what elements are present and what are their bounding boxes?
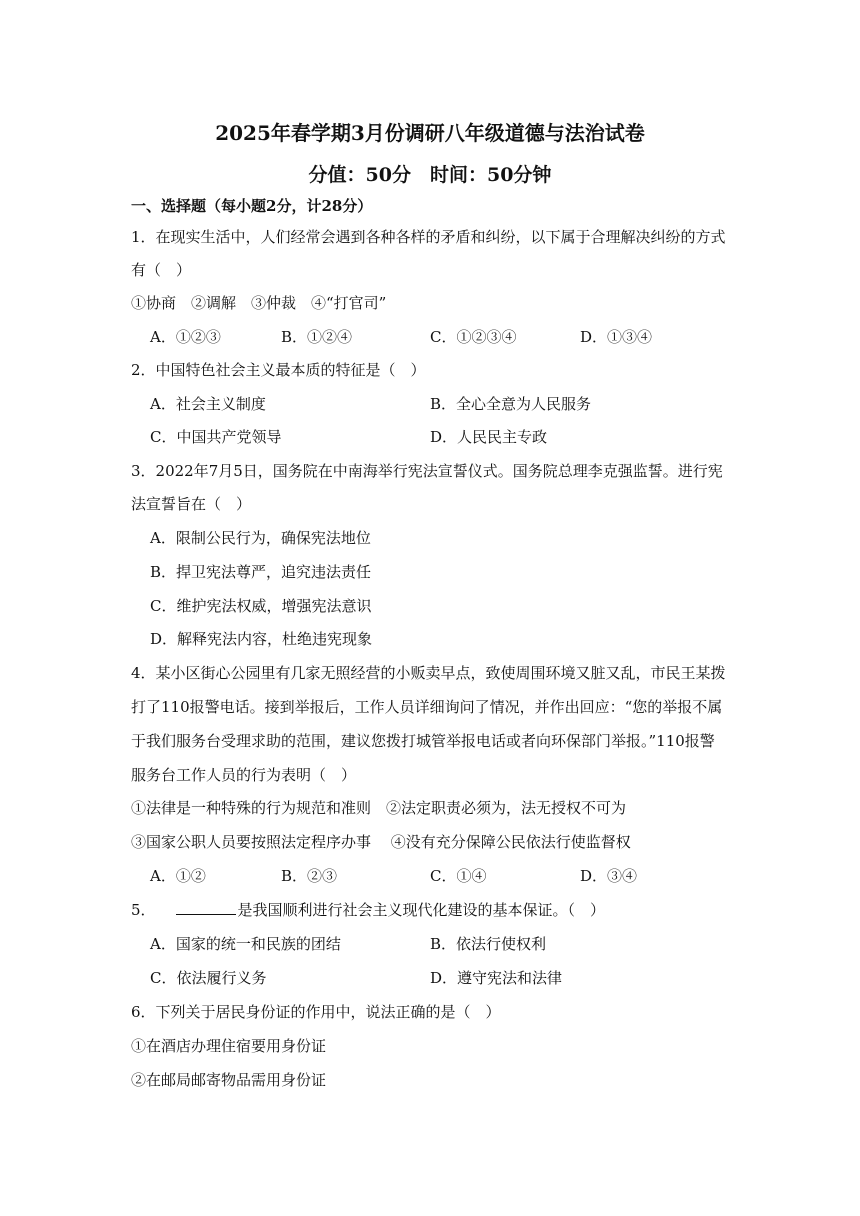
answer-blank — [176, 900, 236, 915]
section-heading: 一、选择题（每小题2分，计28分） — [131, 197, 373, 215]
question-6-item-1: ①在酒店办理住宿要用身份证 — [131, 1037, 327, 1055]
question-4-line4: 服务台工作人员的行为表明（ ） — [131, 766, 357, 784]
question-2-option-c: C．中国共产党领导 — [150, 428, 282, 446]
question-1-items: ①协商 ②调解 ③仲裁 ④“打官司” — [131, 294, 387, 312]
question-5-stem-line — [131, 900, 605, 920]
question-1-option-c: C．①②③④ — [430, 328, 517, 346]
question-2-option-d: D．人民民主专政 — [430, 428, 548, 446]
question-3-option-c: C．维护宪法权威，增强宪法意识 — [150, 597, 372, 615]
question-3-line1: 3．2022年7月5日，国务院在中南海举行宪法宣誓仪式。国务院总理李克强监誓。进行宪 — [131, 462, 723, 480]
question-4-line3: 于我们服务台受理求助的范围，建议您拨打城管举报电话或者向环保部门举报。”110报警 — [131, 732, 715, 750]
question-4-line2: 打了110报警电话。接到举报后，工作人员详细询问了情况，并作出回应：“您的举报不属 — [131, 698, 723, 716]
question-5-option-a: A．国家的统一和民族的团结 — [150, 935, 341, 953]
question-3-line2: 法宣誓旨在（ ） — [131, 495, 252, 513]
question-1-line1: 1．在现实生活中，人们经常会遇到各种各样的矛盾和纠纷，以下属于合理解决纠纷的方式 — [131, 228, 726, 246]
question-6-item-2: ②在邮局邮寄物品需用身份证 — [131, 1071, 327, 1089]
question-3-option-b: B．捍卫宪法尊严，追究违法责任 — [150, 563, 372, 581]
question-5-option-c: C．依法履行义务 — [150, 969, 267, 987]
question-4-option-b: B．②③ — [281, 867, 338, 885]
question-6-stem: 6．下列关于居民身份证的作用中，说法正确的是（ ） — [131, 1003, 501, 1021]
question-1-option-a: A．①②③ — [150, 328, 221, 346]
question-4-line1: 4．某小区街心公园里有几家无照经营的小贩卖早点，致使周围环境又脏又乱，市民王某拨 — [131, 664, 726, 682]
question-1-option-d: D．①③④ — [580, 328, 653, 346]
question-5-option-b: B．依法行使权利 — [430, 935, 547, 953]
exam-subtitle: 分值：50分 时间：50分钟 — [308, 164, 552, 186]
question-4-option-a: A．①② — [150, 867, 206, 885]
question-2-stem: 2．中国特色社会主义最本质的特征是（ ） — [131, 361, 426, 379]
question-3-option-d: D．解释宪法内容，杜绝违宪现象 — [150, 630, 373, 648]
question-4-items-2: ③国家公职人员要按照法定程序办事 ④没有充分保障公民依法行使监督权 — [131, 833, 631, 851]
question-4-option-d: D．③④ — [580, 867, 638, 885]
question-2-option-a: A．社会主义制度 — [150, 395, 266, 413]
question-4-items-1: ①法律是一种特殊的行为规范和准则 ②法定职责必须为，法无授权不可为 — [131, 799, 627, 817]
question-2-option-b: B．全心全意为人民服务 — [430, 395, 592, 413]
question-1-option-b: B．①②④ — [281, 328, 353, 346]
exam-title: 2025年春学期3月份调研八年级道德与法治试卷 — [215, 121, 645, 145]
question-5-stem: 是我国顺利进行社会主义现代化建设的基本保证。（ ） — [237, 901, 606, 919]
question-3-option-a: A．限制公民行为，确保宪法地位 — [150, 529, 371, 547]
question-4-option-c: C．①④ — [430, 867, 487, 885]
question-5-number: 5． — [131, 901, 156, 919]
question-1-line2: 有（ ） — [131, 261, 192, 279]
question-5-option-d: D．遵守宪法和法律 — [430, 969, 563, 987]
